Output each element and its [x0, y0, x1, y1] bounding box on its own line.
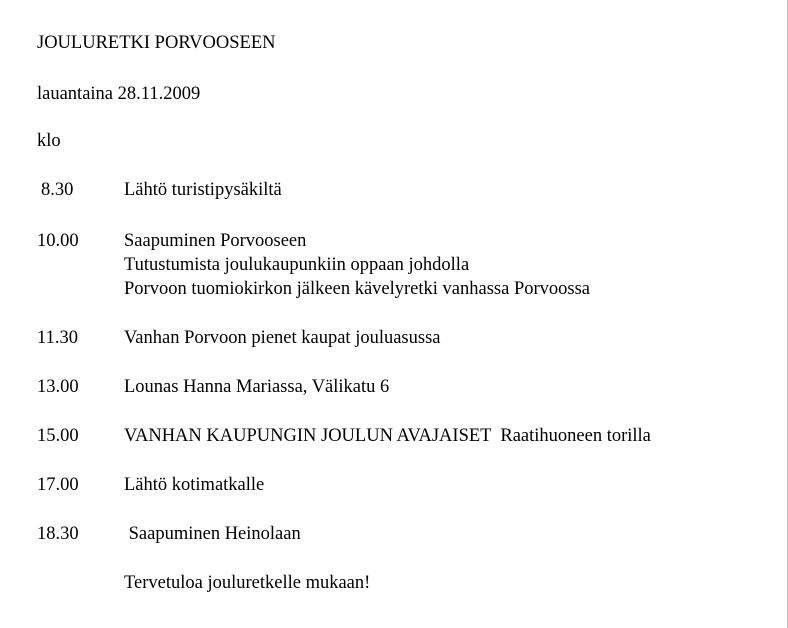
schedule-time: 8.30	[41, 180, 74, 200]
schedule-time: 17.00	[37, 475, 79, 495]
schedule-time: 10.00	[37, 231, 79, 251]
schedule-item: Saapuminen Porvooseen	[124, 231, 307, 251]
document-title: JOULURETKI PORVOOSEEN	[37, 33, 276, 53]
schedule-item: Lähtö kotimatkalle	[124, 475, 265, 495]
schedule-item: Porvoon tuomiokirkon jälkeen kävelyretki vanhassa Porvoossa	[124, 279, 591, 299]
schedule-item: Saapuminen Heinolaan	[124, 524, 301, 544]
schedule-item: Lounas Hanna Mariassa, Välikatu 6	[124, 377, 390, 397]
schedule-time: 15.00	[37, 426, 79, 446]
schedule-time: 11.30	[37, 328, 78, 348]
closing-text: Tervetuloa jouluretkelle mukaan!	[124, 573, 371, 593]
schedule-item: Tutustumista joulukaupunkiin oppaan johdolla	[124, 255, 470, 275]
schedule-item: VANHAN KAUPUNGIN JOULUN AVAJAISET Raatihuoneen torilla	[124, 426, 651, 446]
schedule-time: 13.00	[37, 377, 79, 397]
klo-label: klo	[37, 131, 61, 151]
document-date: lauantaina 28.11.2009	[37, 84, 201, 104]
schedule-item: Vanhan Porvoon pienet kaupat jouluasussa	[124, 328, 441, 348]
schedule-time: 18.30	[37, 524, 79, 544]
schedule-item: Lähtö turistipysäkiltä	[124, 180, 282, 200]
